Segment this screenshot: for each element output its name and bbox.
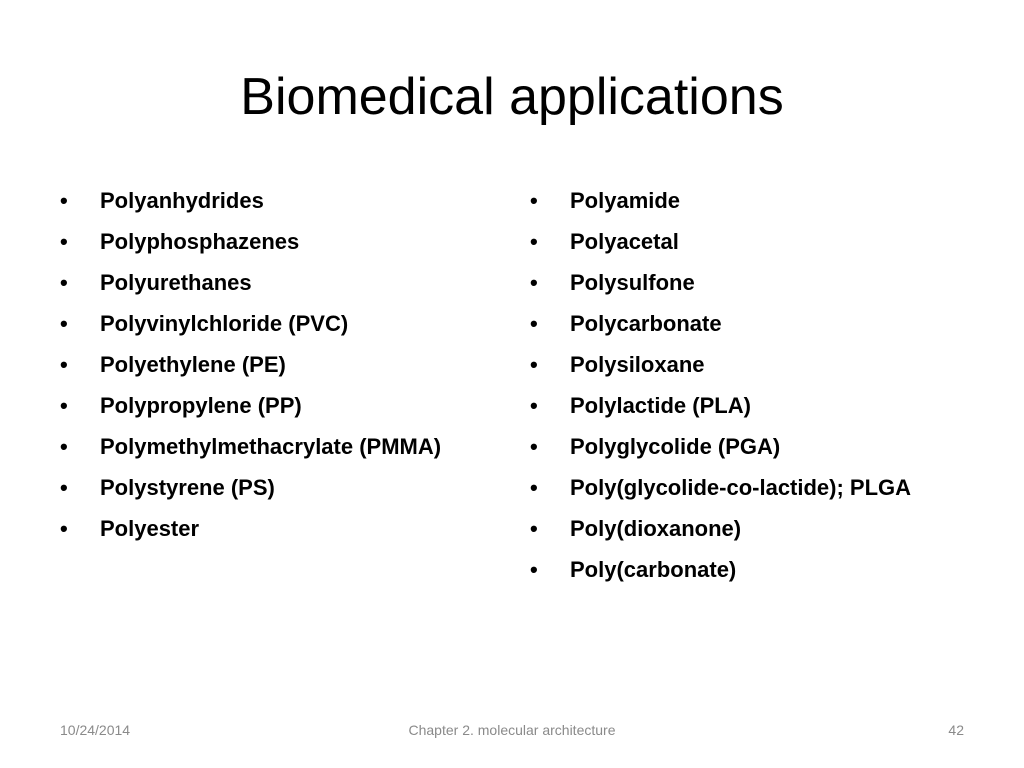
list-item-text: Polysulfone: [570, 270, 695, 295]
slide-title: Biomedical applications: [240, 68, 784, 126]
list-item: [60, 184, 460, 217]
list-item: [530, 266, 970, 299]
list-item-text: Polyamide: [570, 188, 681, 213]
bullet-icon: •: [530, 188, 538, 213]
list-item-text: Poly(carbonate): [570, 557, 737, 582]
list-item: [60, 225, 460, 258]
list-item-text: Polyvinylchloride (PVC): [100, 311, 349, 336]
bullet-icon: •: [60, 270, 68, 295]
list-item: [530, 307, 970, 340]
list-item-text: Polycarbonate: [570, 311, 722, 336]
footer-page-number: 42: [948, 722, 964, 738]
list-item-text: Polymethylmethacrylate (PMMA): [100, 434, 442, 459]
list-item-text: Polyacetal: [570, 229, 679, 254]
list-item: [530, 389, 970, 422]
list-item: [60, 307, 460, 340]
footer-date: 10/24/2014: [60, 722, 131, 738]
list-item: [530, 225, 970, 258]
list-item: [530, 184, 970, 217]
bullet-icon: •: [60, 188, 68, 213]
bullet-icon: •: [60, 352, 68, 377]
list-item-text: Polyethylene (PE): [100, 352, 286, 377]
bullet-icon: •: [60, 475, 68, 500]
list-item: [60, 430, 460, 463]
list-item-text: Polystyrene (PS): [100, 475, 275, 500]
bullet-icon: •: [530, 557, 538, 582]
list-item: [60, 266, 460, 299]
list-item: [530, 471, 970, 504]
list-item-text: Poly(dioxanone): [570, 516, 742, 541]
bullet-icon: •: [530, 229, 538, 254]
list-item-text: Polylactide (PLA): [570, 393, 751, 418]
bullet-icon: •: [60, 311, 68, 336]
bullet-icon: •: [530, 475, 538, 500]
bullet-icon: •: [530, 311, 538, 336]
list-item: [530, 512, 970, 545]
list-item: [530, 430, 970, 463]
list-item: [60, 512, 460, 545]
bullet-icon: •: [530, 434, 538, 459]
list-item: [60, 389, 460, 422]
list-item-text: Polyanhydrides: [100, 188, 264, 213]
bullet-icon: •: [530, 352, 538, 377]
list-item: [530, 348, 970, 381]
bullet-icon: •: [60, 393, 68, 418]
list-item: [60, 348, 460, 381]
bullet-icon: •: [60, 516, 68, 541]
list-item-text: Poly(glycolide-co-lactide); PLGA: [570, 475, 912, 500]
bullet-icon: •: [60, 229, 68, 254]
list-item-text: Polyglycolide (PGA): [570, 434, 781, 459]
list-item-text: Polypropylene (PP): [100, 393, 302, 418]
bullet-icon: •: [60, 434, 68, 459]
footer-chapter: Chapter 2. molecular architecture: [408, 722, 616, 738]
bullet-icon: •: [530, 393, 538, 418]
bullet-icon: •: [530, 516, 538, 541]
list-item-text: Polyurethanes: [100, 270, 252, 295]
left-bullet-list: [60, 184, 460, 553]
list-item-text: Polysiloxane: [570, 352, 705, 377]
bullet-icon: •: [530, 270, 538, 295]
list-item-text: Polyphosphazenes: [100, 229, 300, 254]
list-item: [60, 471, 460, 504]
list-item-text: Polyester: [100, 516, 200, 541]
right-bullet-list: [530, 184, 970, 594]
list-item: [530, 553, 970, 586]
